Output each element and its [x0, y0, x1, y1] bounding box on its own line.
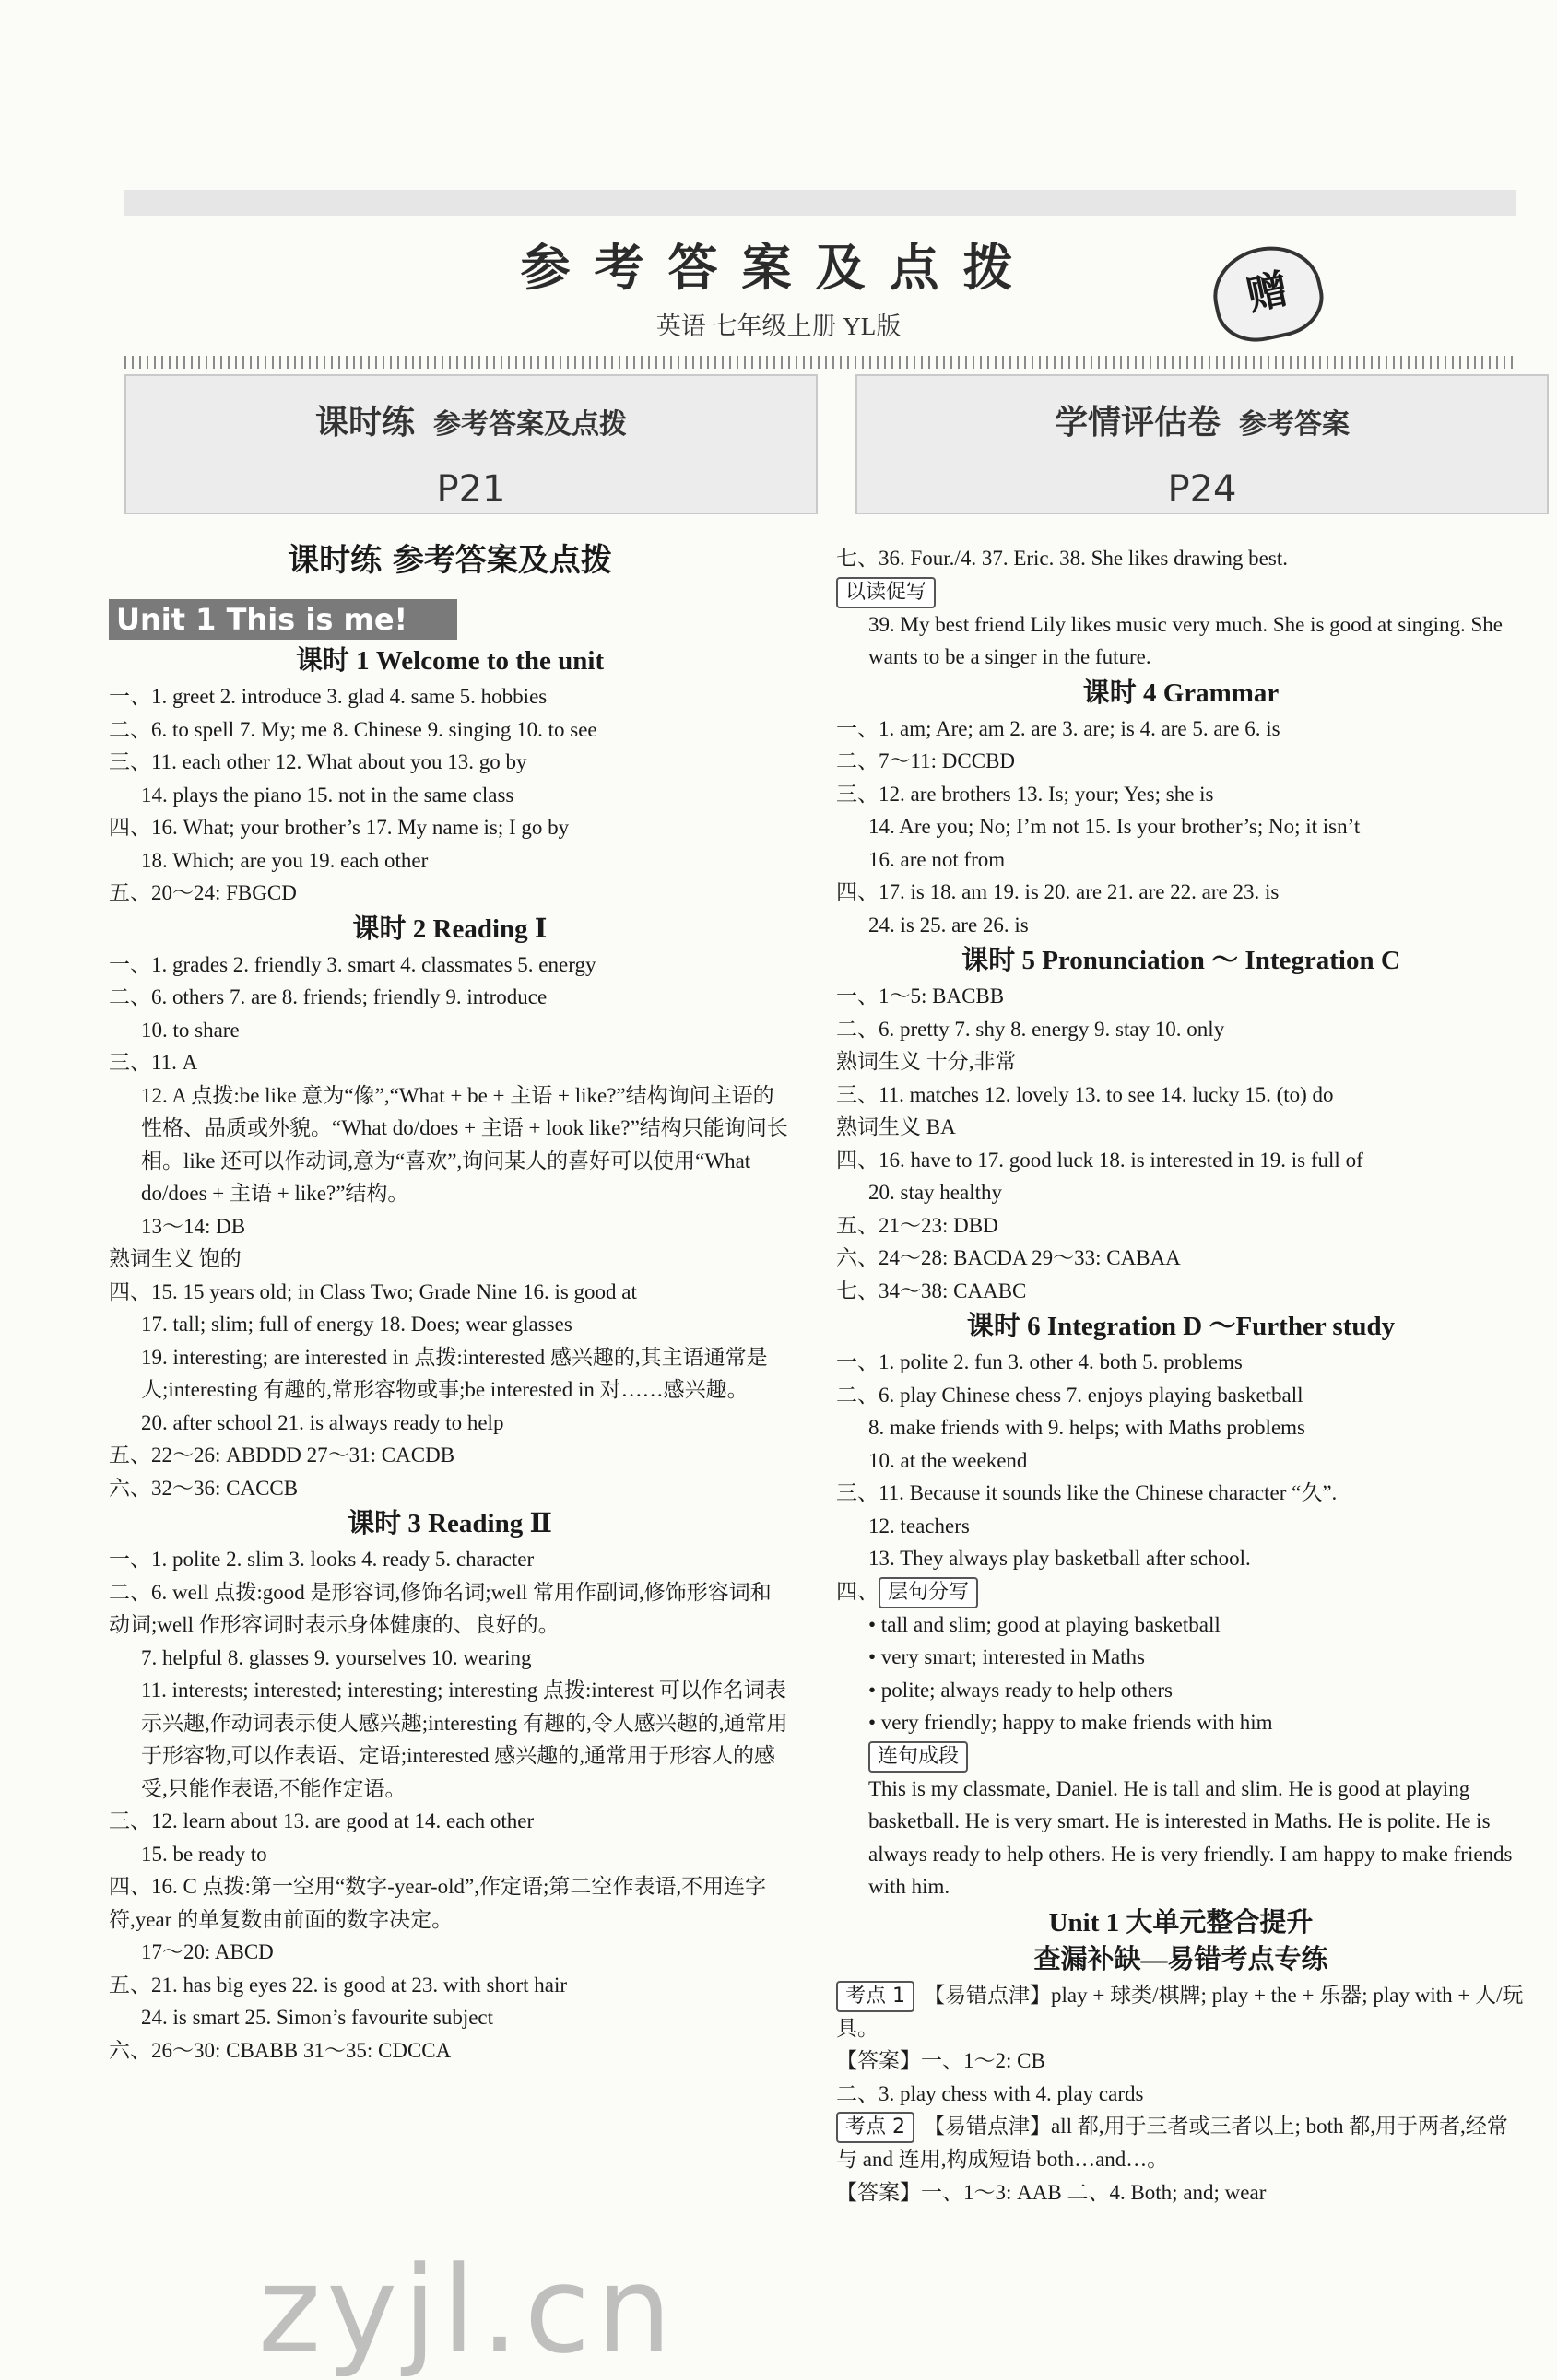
- answer-line: 13～14: DB: [141, 1214, 246, 1238]
- section-tag: 以读促写: [836, 577, 936, 608]
- item-prefix: 四、: [836, 1579, 879, 1603]
- answer-line: 三、12. are brothers 13. Is; your; Yes; she is: [836, 782, 1214, 806]
- section-tag: 连句成段: [868, 1741, 968, 1773]
- answer-line: 17. tall; slim; full of energy 18. Does; wear glasses: [141, 1313, 572, 1336]
- nav-box-lesson-practice[interactable]: [124, 374, 818, 514]
- key-point-tag: 考点 1: [836, 1981, 914, 2012]
- answer-line: 一、1. grades 2. friendly 3. smart 4. classmates 5. energy: [109, 952, 596, 976]
- answer-line: 24. is smart 25. Simon’s favourite subject: [141, 2006, 494, 2029]
- section-tag-row: [836, 1575, 1526, 1608]
- answer-line: 12. teachers: [868, 1514, 970, 1538]
- answer-line: 24. is 25. are 26. is: [868, 913, 1029, 937]
- answer-line: 四、15. 15 years old; in Class Two; Grade Nine 16. is good at: [109, 1279, 637, 1303]
- answer-line: 17～20: ABCD: [141, 1940, 274, 1963]
- answer-line: 四、17. is 18. am 19. is 20. are 21. are 22. are 23. is: [836, 880, 1280, 903]
- right-column: [836, 542, 1526, 2209]
- answer-line: 16. are not from: [868, 847, 1006, 871]
- answer-line: 【答案】一、1～2: CB: [836, 2049, 1045, 2072]
- answer-line: 三、11. Because it sounds like the Chinese character “久”.: [836, 1481, 1338, 1504]
- left-column: [109, 533, 791, 2067]
- page-title: 参考答案及点拨: [520, 239, 1037, 297]
- answer-line: 20. stay healthy: [868, 1181, 1002, 1204]
- section-tag: 层句分写: [879, 1577, 978, 1608]
- answer-line: 8. make friends with 9. helps; with Maths problems: [868, 1416, 1305, 1439]
- answer-line: 熟词生义 BA: [836, 1115, 956, 1138]
- gift-badge-icon: 赠: [1205, 237, 1330, 349]
- answer-line: 13. They always play basketball after school.: [868, 1547, 1251, 1570]
- answer-line: 七、36. Four./4. 37. Eric. 38. She likes drawing best.: [836, 547, 1288, 570]
- answer-line: 六、26～30: CBABB 31～35: CDCCA: [109, 2038, 452, 2062]
- answer-line: 18. Which; are you 19. each other: [141, 848, 429, 872]
- answer-line: 一、1. polite 2. fun 3. other 4. both 5. problems: [836, 1350, 1243, 1373]
- answer-line: • polite; always ready to help others: [868, 1678, 1173, 1702]
- answer-line: 五、21. has big eyes 22. is good at 23. with short hair: [109, 1973, 568, 1997]
- nav-box-assessment[interactable]: [855, 374, 1549, 514]
- lesson-heading: 课时 4 Grammar: [1082, 677, 1280, 708]
- answer-line: 11. interests; interested; interesting; interesting 点拨:interest 可以作名词表示兴趣,作动词表示使人感兴趣;interesting 有趣的,令人感兴趣的,通常用于形容物,可以作表语、定语;interested 感兴趣的,通常用于形容人的感受,只能作表语,不能作定语。: [141, 1679, 788, 1800]
- key-point: [836, 1979, 1526, 2045]
- watermark: zyjl.cn: [258, 2240, 678, 2380]
- nav-left-page: P21: [436, 468, 506, 511]
- key-point: [836, 2110, 1526, 2176]
- answer-line: 【答案】一、1～3: AAB 二、4. Both; and; wear: [836, 2180, 1267, 2204]
- answer-line: 熟词生义 十分,非常: [836, 1050, 1017, 1073]
- answer-line: 二、7～11: DCCBD: [836, 749, 1016, 772]
- answer-line: 二、6. pretty 7. shy 8. energy 9. stay 10. only: [836, 1017, 1225, 1041]
- lesson-heading: 课时 6 Integration D ～Further study: [966, 1312, 1396, 1341]
- answer-line: 二、3. play chess with 4. play cards: [836, 2081, 1144, 2105]
- answer-line: 14. Are you; No; I’m not 15. Is your brother’s; No; it isn’t: [868, 815, 1361, 838]
- answer-line: • tall and slim; good at playing basketball: [868, 1612, 1221, 1636]
- lesson-heading: 课时 3 Reading Ⅱ: [348, 1509, 552, 1538]
- section-tag-row: [836, 575, 1526, 608]
- answer-line: 四、16. have to 17. good luck 18. is interested in 19. is full of: [836, 1148, 1363, 1172]
- nav-right-subtitle: 参考答案: [1239, 408, 1350, 441]
- answer-line: 五、22～26: ABDDD 27～31: CACDB: [109, 1443, 455, 1467]
- section-heading: 课时练 参考答案及点拨: [288, 542, 612, 579]
- unit-bar: Unit 1 This is me!: [109, 599, 457, 640]
- answer-line: 一、1. polite 2. slim 3. looks 4. ready 5. character: [109, 1548, 535, 1571]
- lesson-heading: 课时 2 Reading Ⅰ: [352, 913, 548, 944]
- answer-line: 五、20～24: FBGCD: [109, 881, 297, 904]
- lesson-heading: 查漏补缺—易错考点专练: [1033, 1944, 1328, 1974]
- answer-line: This is my classmate, Daniel. He is tall and slim. He is good at playing basketball. He is very smart. He is interested in Maths. He is polite. He is always ready to help others. He is very friendly. I am happy to make friends with him.: [868, 1776, 1513, 1898]
- answer-line: 二、6. play Chinese chess 7. enjoys playing basketball: [836, 1383, 1303, 1407]
- answer-line: 二、6. well 点拨:good 是形容词,修饰名词;well 常用作副词,修饰形容词和动词;well 作形容词时表示身体健康的、良好的。: [109, 1580, 772, 1636]
- header-band: [124, 190, 1516, 216]
- page-subtitle: 英语 七年级上册 YL版: [655, 312, 902, 340]
- answer-line: 三、12. learn about 13. are good at 14. each other: [109, 1809, 535, 1832]
- answer-line: 39. My best friend Lily likes music very much. She is good at singing. She wants to be a singer in the future.: [868, 612, 1504, 668]
- tick-divider: [124, 356, 1516, 369]
- answer-line: 三、11. each other 12. What about you 13. go by: [109, 750, 527, 773]
- lesson-heading: 课时 5 Pronunciation ～ Integration C: [961, 946, 1400, 975]
- answer-line: 三、11. A: [109, 1051, 198, 1074]
- answer-line: 七、34～38: CAABC: [836, 1278, 1027, 1302]
- key-point-text: 【易错点津】all 都,用于三者或三者以上; both 都,用于两者,经常与 and 连用,构成短语 both…and…。: [836, 2115, 1508, 2171]
- answer-line: 10. at the weekend: [868, 1448, 1028, 1472]
- answer-line: 熟词生义 饱的: [109, 1247, 242, 1270]
- section-tag-row: [836, 1739, 1526, 1773]
- answer-line: 10. to share: [141, 1018, 240, 1042]
- answer-line: 六、32～36: CACCB: [109, 1476, 299, 1500]
- answer-line: 二、6. to spell 7. My; me 8. Chinese 9. singing 10. to see: [109, 717, 597, 741]
- answer-line: 六、24～28: BACDA 29～33: CABAA: [836, 1246, 1181, 1269]
- nav-right-page: P24: [1167, 468, 1237, 511]
- answer-line: 三、11. matches 12. lovely 13. to see 14. lucky 15. (to) do: [836, 1082, 1334, 1106]
- answer-line: • very smart; interested in Maths: [868, 1645, 1145, 1668]
- answer-line: 二、6. others 7. are 8. friends; friendly 9. introduce: [109, 985, 548, 1008]
- answer-line: 一、1. am; Are; am 2. are 3. are; is 4. are 5. are 6. is: [836, 716, 1280, 740]
- answer-line: 一、1～5: BACBB: [836, 984, 1005, 1007]
- answer-line: 一、1. greet 2. introduce 3. glad 4. same 5. hobbies: [109, 685, 548, 708]
- nav-left-subtitle: 参考答案及点拨: [433, 408, 627, 441]
- answer-line: 四、16. C 点拨:第一空用“数字-year-old”,作定语;第二空作表语,不用连字符,year 的单复数由前面的数字决定。: [109, 1875, 767, 1931]
- lesson-heading: Unit 1 大单元整合提升: [1048, 1907, 1314, 1938]
- answer-line: 20. after school 21. is always ready to help: [141, 1410, 504, 1434]
- answer-line: 14. plays the piano 15. not in the same class: [141, 783, 514, 807]
- answer-line: 7. helpful 8. glasses 9. yourselves 10. wearing: [141, 1645, 532, 1669]
- answer-line: 19. interesting; are interested in 点拨:interested 感兴趣的,其主语通常是人;interesting 有趣的,常形容物或事;be interested in 对……感兴趣。: [141, 1345, 768, 1401]
- answer-line: 15. be ready to: [141, 1842, 267, 1866]
- answer-line: • very friendly; happy to make friends with him: [868, 1711, 1273, 1734]
- lesson-heading: 课时 1 Welcome to the unit: [295, 646, 605, 676]
- key-point-text: 【易错点津】play + 球类/棋牌; play + the + 乐器; play with + 人/玩具。: [836, 1983, 1524, 2040]
- key-point-tag: 考点 2: [836, 2112, 914, 2143]
- answer-line: 四、16. What; your brother’s 17. My name is; I go by: [109, 816, 570, 839]
- nav-right-title: 学情评估卷: [1054, 404, 1221, 442]
- answer-line: 12. A 点拨:be like 意为“像”,“What + be + 主语 + like?”结构询问主语的性格、品质或外貌。“What do/does + 主语 + look like?”结构只能询问长相。like 还可以作动词,意为“喜欢”,询问某人的喜好可以使用“What do/does + 主语 + like?”结构。: [141, 1083, 788, 1205]
- nav-left-title: 课时练: [314, 404, 415, 442]
- answer-line: 五、21～23: DBD: [836, 1213, 998, 1237]
